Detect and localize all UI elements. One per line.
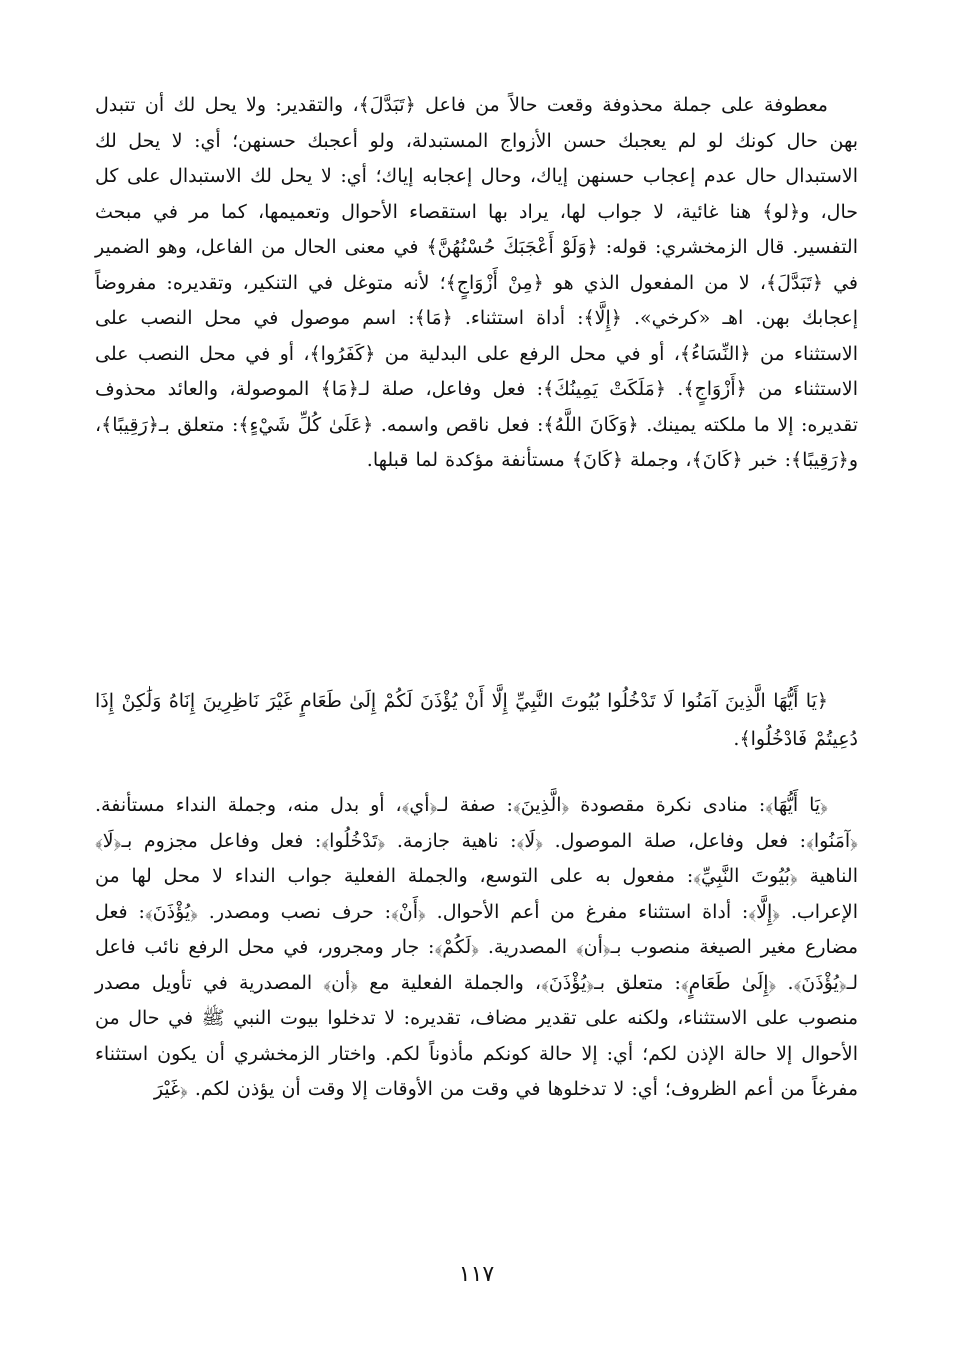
page-number: ١١٧ — [458, 1262, 495, 1287]
quran-verse-block — [95, 682, 858, 758]
quran-verse: ﴿يَا أَيُّهَا الَّذِينَ آمَنُوا لَا تَدْخُلُوا بُيُوتَ النَّبِيِّ إِلَّا أَنْ يُؤْذَنَ لَكُمْ إِلَىٰ طَعَامٍ غَيْرَ نَاظِرِينَ إِنَاهُ وَلَٰكِنْ إِذَا دُعِيتُمْ فَادْخُلُوا﴾. — [95, 690, 858, 750]
paragraph-text: معطوفة على جملة محذوفة وقعت حالاً من فاعل ﴿تَبَدَّلَ﴾، والتقدير: ولا يحل لك أن تتبدل بهن حال كونك لو لم يعجبك حسن الأزواج المستبدلة، ولو أعجبك حسنهن؛ أي: لا يحل لك الاستبدال حال عدم إعجاب حسنهن إياك، وحال إعجابه إياك؛ أي: لا يحل لك الاستبدال على كل حال، و﴿لو﴾ هنا غائية، لا جواب لها، يراد بها استقصاء الأحوال وتعميمها، كما مر في مبحث التفسير. قال الزمخشري: قوله: ﴿وَلَوْ أَعْجَبَكَ حُسْنُهُنَّ﴾ في معنى الحال من الفاعل، وهو الضمير في ﴿تَبَدَّلَ﴾، لا من المفعول الذي هو ﴿مِنْ أَزْوَاجٍ﴾؛ لأنه متوغل في التنكير، وتقديره: مفروضاً إعجابك بهن. اهـ «كرخي». ﴿إِلَّا﴾: أداة استثناء. ﴿مَا﴾: اسم موصول في محل النصب على الاستثناء من ﴿النِّسَاءُ﴾، أو في محل الرفع على البدلية من ﴿كَفَرُوا﴾، أو في محل النصب على الاستثناء من ﴿أَزْوَاجٍ﴾. ﴿مَلَكَتْ يَمِينُكَ﴾: فعل وفاعل، صلة لـ﴿مَا﴾ الموصولة، والعائد محذوف تقديره: إلا ما ملكته يمينك. ﴿وَكَانَ اللَّهُ﴾: فعل ناقص واسمه. ﴿عَلَىٰ كُلِّ شَيْءٍ﴾: متعلق بـ﴿رَقِيبًا﴾، و﴿رَقِيبًا﴾: خبر ﴿كَانَ﴾، وجملة ﴿كَانَ﴾ مستأنفة مؤكدة لما قبلها. — [95, 94, 858, 471]
paragraph-text: ﴿يَا أَيُّهَا﴾: منادى نكرة مقصودة ﴿الَّذِينَ﴾: صفة لـ﴿أي﴾، أو بدل منه، وجملة النداء مستأنفة. ﴿آمَنُوا﴾: فعل وفاعل، صلة الموصول. ﴿لَا﴾: ناهية جازمة. ﴿تَدْخُلُوا﴾: فعل وفاعل مجزوم بـ﴿لَا﴾ الناهية ﴿بُيُوتَ النَّبِيِّ﴾: مفعول به على التوسع، والجملة الفعلية جواب النداء لا محل لها من الإعراب. ﴿إِلَّا﴾: أداة استثناء مفرغ من أعم الأحوال. ﴿أَنْ﴾: حرف نصب ومصدر. ﴿يُؤْذَنَ﴾: فعل مضارع مغير الصيغة منصوب بـ﴿أن﴾ المصدرية. ﴿لَكُمْ﴾: جار ومجرور، في محل الرفع نائب فاعل لـ﴿يُؤْذَنَ﴾. ﴿إِلَىٰ طَعَامٍ﴾: متعلق بـ﴿يُؤْذَنَ﴾، والجملة الفعلية مع ﴿أن﴾ المصدرية في تأويل مصدر منصوب على الاستثناء، ولكنه على تقدير مضاف، تقديره: لا تدخلوا بيوت النبي ﷺ في حال من الأحوال إلا حالة الإذن لكم؛ أي: إلا حالة كونكم مأذوناً لكم. واختار الزمخشري أن يكون استثناء مفرغاً من أعم الظروف؛ أي: لا تدخلوها في وقت من الأوقات إلا وقت أن يؤذن لكم. ﴿غَيْرَ — [95, 794, 858, 1100]
paragraph-verse-analysis — [95, 788, 858, 1108]
paragraph-grammar-notes — [95, 88, 858, 479]
